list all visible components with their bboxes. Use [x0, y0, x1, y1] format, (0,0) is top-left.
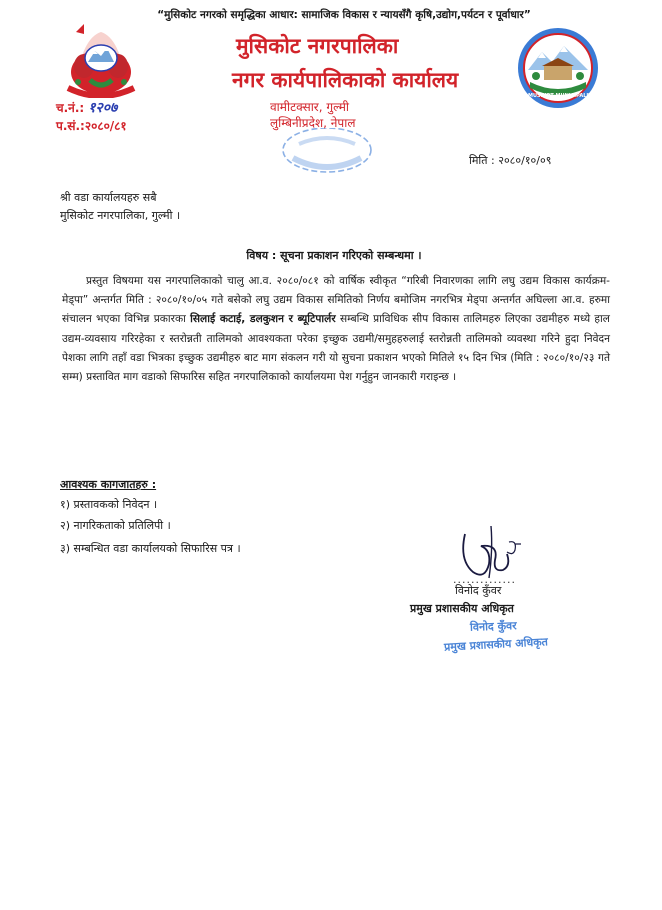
- letter-subject: विषय : सूचना प्रकाशन गरिएको सम्बन्धमा ।: [246, 249, 422, 262]
- letter-body: [62, 272, 610, 387]
- stamp-title: प्रमुख प्रशासकीय अधिकृत: [443, 635, 549, 654]
- municipality-logo-icon: [516, 26, 600, 110]
- letter-date: मिति : २०८०/१०/०९: [469, 154, 552, 167]
- recipient-line-2: मुसिकोट नगरपालिका, गुल्मी ।: [60, 209, 181, 222]
- nepal-emblem-icon: [62, 18, 140, 98]
- body-text-part-1: प्रस्तुत विषयमा यस नगरपालिकाको चालु आ.व. २०८०/०८१ को वार्षिक स्वीकृत “गरिबी निवारणका लागि लघु उद्यम विकास कार्यक्रम-मेड्पा” अन्तर्गत मिति : २०८०/१०/०५ गते बसेको लघु उद्यम विकास समितिको निर्णय बमोजिम नगरभित्र मेड्पा अन्तर्गत अघिल्ला आ.व. हरुमा संचालन भएका विभिन्न प्रकारका: [62, 275, 610, 326]
- address-line-2: लुम्बिनीप्रदेश, नेपाल: [270, 116, 356, 130]
- signature-line: ..............: [453, 573, 516, 586]
- municipality-logo-text: MUSIKOT MUNICIPALITY: [528, 93, 596, 99]
- address-line-1: वामीटक्सार, गुल्मी: [270, 100, 350, 114]
- organization-name: मुसिकोट नगरपालिका: [236, 34, 399, 58]
- body-text-bold: सिलाई कटाई, डलकुशन र ब्यूटिपार्लर: [190, 313, 336, 326]
- requirement-item: १) प्रस्तावकको निवेदन ।: [60, 498, 158, 511]
- letter-number-label: च.नं.:: [56, 101, 85, 115]
- header-motto: “मुसिकोट नगरको समृद्धिका आधार: सामाजिक विकास र न्यायसँगै कृषि,उद्योग,पर्यटन र पूर्वाधार”: [157, 9, 531, 21]
- office-seal-stamp: [279, 128, 375, 176]
- recipient-line-1: श्री वडा कार्यालयहरु सबै: [60, 191, 157, 204]
- office-name: नगर कार्यपालिकाको कार्यालय: [232, 68, 459, 92]
- letter-number-value: १२०७: [88, 100, 118, 116]
- stamp-name: विनोद कुँवर: [469, 619, 517, 634]
- requirement-item: ३) सम्बन्धित वडा कार्यालयको सिफारिस पत्र ।: [60, 542, 241, 555]
- signatory-title: प्रमुख प्रशासकीय अधिकृत: [410, 602, 514, 615]
- signatory-name: विनोद कुँवर: [455, 584, 502, 597]
- requirement-item: २) नागरिकताको प्रतिलिपी ।: [60, 519, 171, 532]
- fiscal-year: प.सं.:२०८०/८१: [56, 119, 127, 133]
- requirements-heading: आवश्यक कागजातहरु :: [60, 478, 157, 491]
- letter-number: [56, 98, 117, 117]
- body-text-part-2: सम्बन्धि प्राविधिक सीप विकास तालिमहरु लिएका उद्यमीहरु मध्ये हाल उद्यम-व्यवसाय गरिरहेका र स्तरोन्नती तालिमको आवश्यकता परेका इच्छुक उद्यमी/समुहहरुलाई स्तरोन्नती तालिमको व्यवस्था गरिने हुदा निवेदन पेशका लागि तहाँ वडा भित्रका इच्छुक उद्यमीहरु बाट माग संकलन गरी यो सुचना प्रकाशन भएको मितिले १५ दिन भित्र (मिति : २०८०/१०/२३ गते सम्म) प्रस्तावित माग वडाको सिफारिस सहित नगरपालिकाको कार्यालयमा पेश गर्नुहुन जानकारी गराइन्छ ।: [62, 313, 610, 384]
